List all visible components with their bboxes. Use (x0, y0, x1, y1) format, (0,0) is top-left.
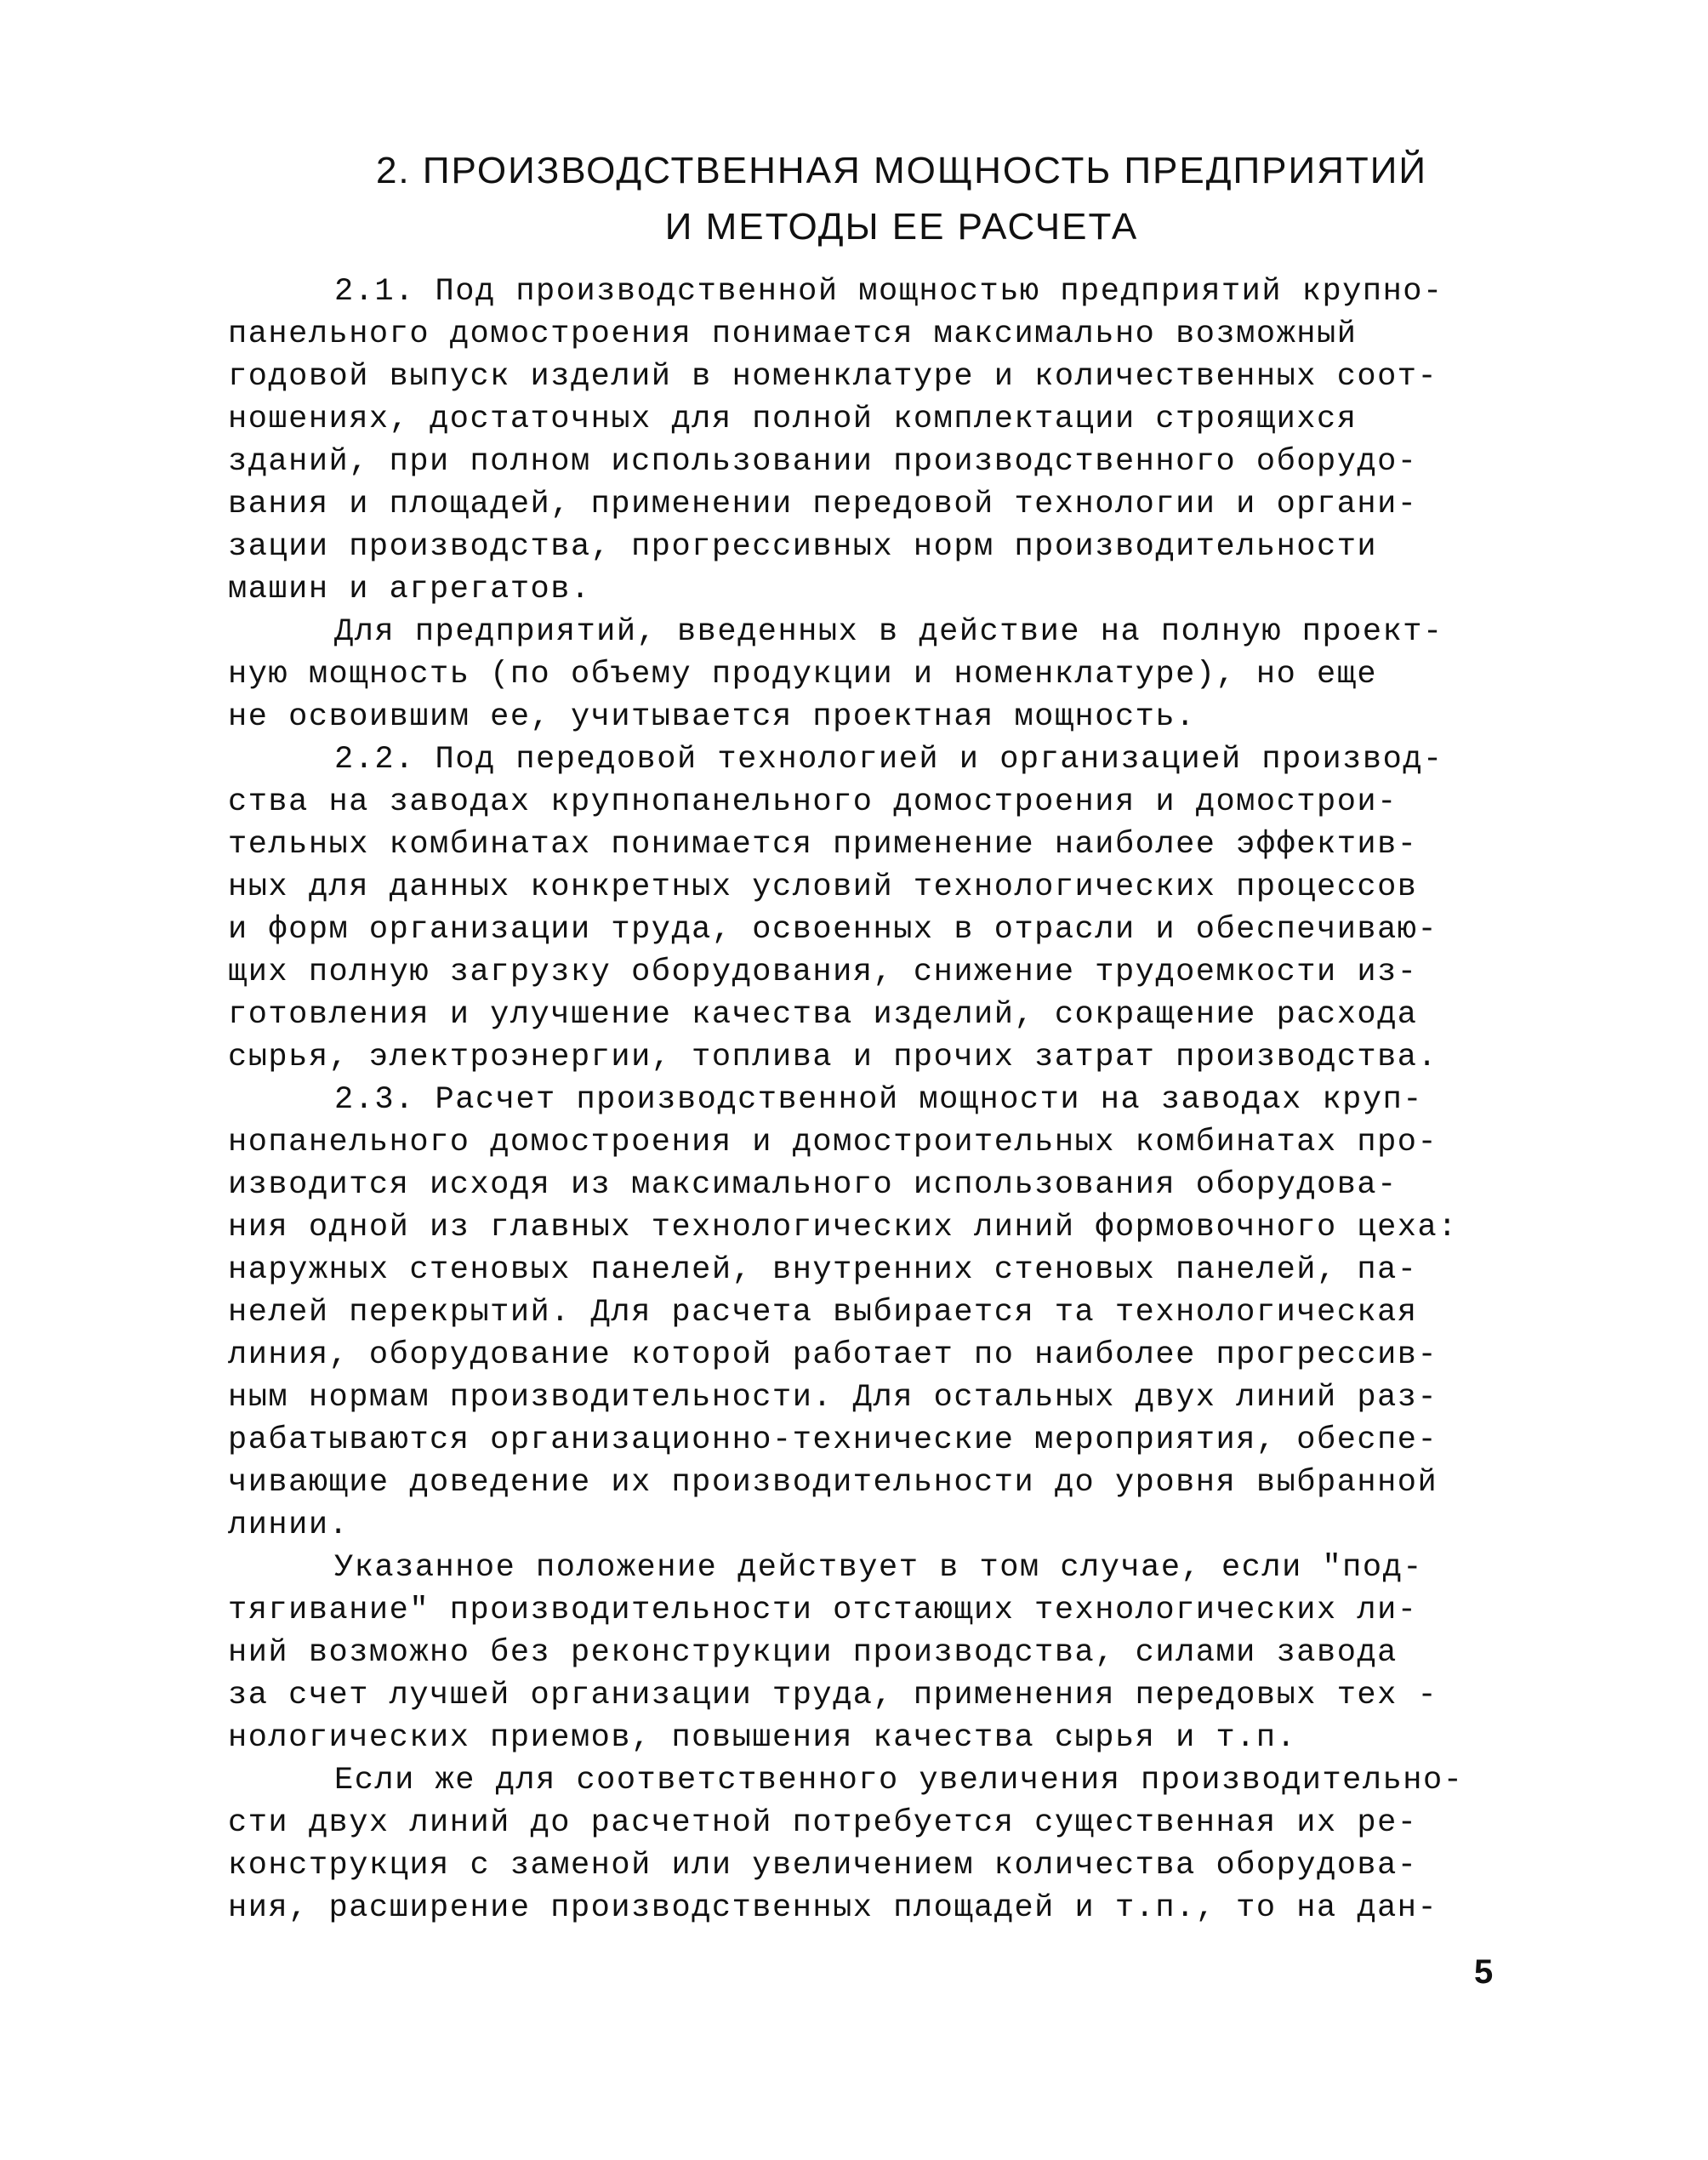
page-title-line-2: И МЕТОДЫ ЕЕ РАСЧЕТА (664, 206, 1139, 248)
paragraph-line: Указанное положение действует в том случае, если "под- (334, 1550, 1423, 1586)
paragraph-line: зации производства, прогрессивных норм производительности (228, 529, 1378, 565)
paragraph-line: ношениях, достаточных для полной комплектации строящихся (228, 402, 1358, 437)
paragraph-line: сырья, электроэнергии, топлива и прочих затрат производства. (228, 1040, 1438, 1075)
body-text (228, 271, 1512, 1929)
paragraph-line: тельных комбинатах понимается применение наиболее эффектив- (228, 827, 1418, 863)
paragraph-line: щих полную загрузку оборудования, снижение трудоемкости из- (228, 955, 1418, 990)
paragraph-line: Для предприятий, введенных в действие на полную проект- (334, 614, 1443, 650)
paragraph-line: ния, расширение производственных площадей и т.п., то на дан- (228, 1890, 1438, 1926)
paragraph-line: Если же для соответственного увеличения производительно- (334, 1763, 1464, 1798)
paragraph-line: за счет лучшей организации труда, применения передовых тех - (228, 1678, 1438, 1713)
paragraph-line: готовления и улучшение качества изделий, сокращение расхода (228, 997, 1418, 1033)
paragraph-line: 2.3. Расчет производственной мощности на заводах круп- (334, 1082, 1423, 1118)
paragraph-line: ний возможно без реконструкции производства, силами завода (228, 1635, 1398, 1671)
page-title (221, 143, 1582, 255)
paragraph-line: и форм организации труда, освоенных в отрасли и обеспечиваю- (228, 912, 1438, 948)
paragraph-line: нелей перекрытий. Для расчета выбирается та технологическая (228, 1295, 1418, 1331)
paragraph-line: не освоившим ее, учитывается проектная мощность. (228, 699, 1196, 735)
paragraph-line: панельного домостроения понимается максимально возможный (228, 316, 1358, 352)
paragraph-line: 2.2. Под передовой технологией и организацией производ- (334, 742, 1443, 778)
paragraph-line: годовой выпуск изделий в номенклатуре и количественных соот- (228, 359, 1438, 395)
paragraph-line: нопанельного домостроения и домостроительных комбинатах про- (228, 1125, 1438, 1160)
page-number: 5 (1474, 1953, 1494, 1991)
paragraph-line: машин и агрегатов. (228, 572, 591, 607)
paragraph-line: вания и площадей, применении передовой технологии и органи- (228, 487, 1418, 522)
paragraph-line: нологических приемов, повышения качества сырья и т.п. (228, 1720, 1297, 1756)
paragraph-line: зданий, при полном использовании производственного оборудо- (228, 444, 1418, 480)
paragraph-line: тягивание" производительности отстающих технологических ли- (228, 1593, 1418, 1628)
paragraph-line: чивающие доведение их производительности до уровня выбранной (228, 1465, 1438, 1501)
paragraph-line: 2.1. Под производственной мощностью предприятий крупно- (334, 274, 1443, 310)
paragraph-line: ния одной из главных технологических линий формовочного цеха: (228, 1210, 1458, 1245)
paragraph-line: линия, оборудование которой работает по наиболее прогрессив- (228, 1337, 1438, 1373)
paragraph-line: ных для данных конкретных условий технологических процессов (228, 869, 1418, 905)
paragraph-line: ства на заводах крупнопанельного домостроения и домострои- (228, 784, 1398, 820)
paragraph-line: ным нормам производительности. Для остальных двух линий раз- (228, 1380, 1438, 1416)
paragraph-line: рабатываются организационно-технические мероприятия, обеспе- (228, 1422, 1438, 1458)
paragraph-line: сти двух линий до расчетной потребуется существенная их ре- (228, 1805, 1418, 1841)
page-title-line-1: 2. ПРОИЗВОДСТВЕННАЯ МОЩНОСТЬ ПРЕДПРИЯТИЙ (375, 150, 1428, 191)
paragraph-line: конструкция с заменой или увеличением количества оборудова- (228, 1848, 1418, 1884)
paragraph-line: ную мощность (по объему продукции и номенклатуре), но еще (228, 657, 1378, 692)
paragraph-line: наружных стеновых панелей, внутренних стеновых панелей, па- (228, 1252, 1418, 1288)
paragraph-line: линии. (228, 1507, 350, 1543)
paragraph-line: изводится исходя из максимального использования оборудова- (228, 1167, 1398, 1203)
